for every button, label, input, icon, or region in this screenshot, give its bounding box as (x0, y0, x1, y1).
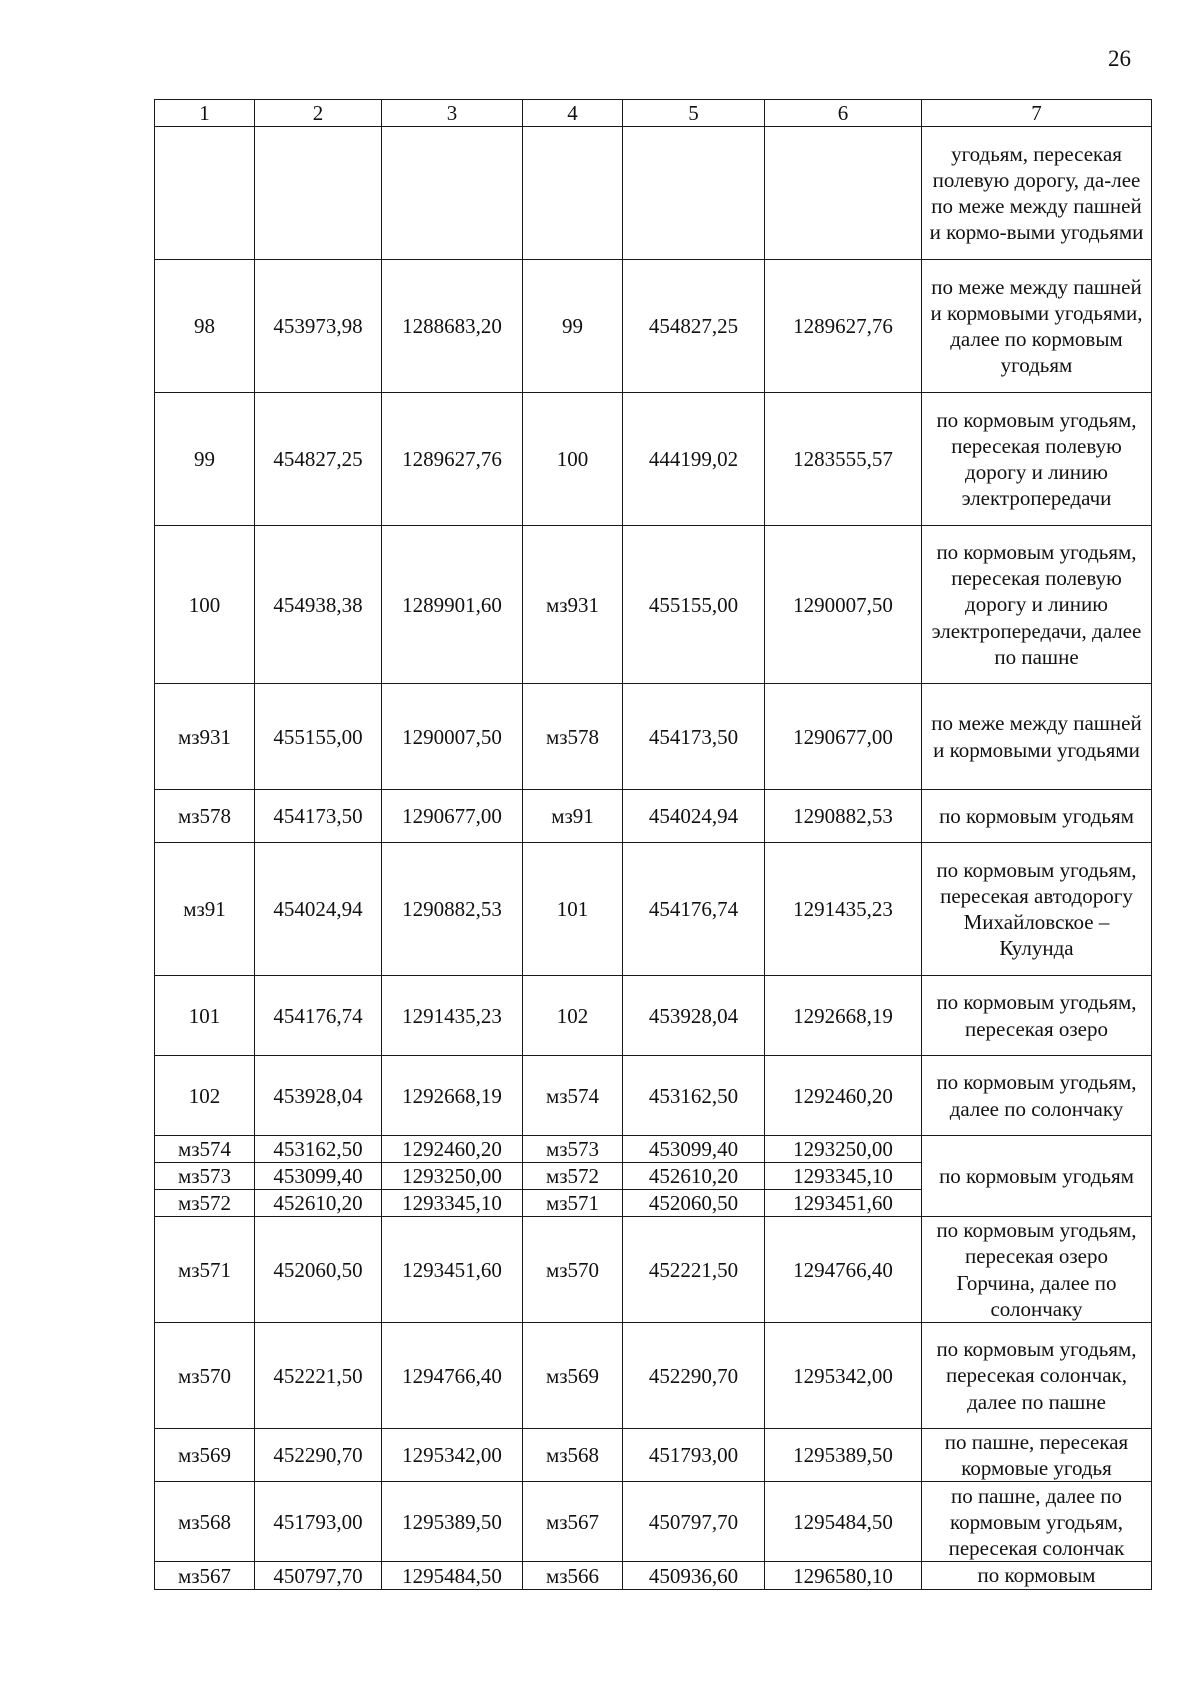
table-cell: мз573 (155, 1163, 255, 1190)
description-cell: по кормовым угодьям, далее по солончаку (922, 1056, 1152, 1136)
table-cell: 452610,20 (623, 1163, 765, 1190)
table-cell: 1292460,20 (382, 1136, 523, 1163)
table-cell: 1292668,19 (382, 1056, 523, 1136)
table-cell: 453162,50 (255, 1136, 382, 1163)
description-cell: по кормовым угодьям, пересекая автодорогу Михайловское – Кулунда (922, 843, 1152, 976)
table-cell: 452290,70 (623, 1323, 765, 1429)
table-cell: мз569 (155, 1429, 255, 1482)
table-cell: 1295484,50 (382, 1562, 523, 1589)
table-row (155, 976, 1152, 1056)
table-cell: 1290007,50 (382, 684, 523, 790)
header-row (155, 100, 1152, 127)
table-cell: 1290882,53 (382, 843, 523, 976)
table-row (155, 526, 1152, 684)
table-cell: 100 (523, 393, 623, 526)
description-cell: по кормовым угодьям, пересекая озеро (922, 976, 1152, 1056)
table-row (155, 684, 1152, 790)
table-cell: 1291435,23 (382, 976, 523, 1056)
table-cell: 454176,74 (255, 976, 382, 1056)
table-cell: 102 (523, 976, 623, 1056)
table-cell: 1293250,00 (382, 1163, 523, 1190)
table-cell: мз571 (155, 1217, 255, 1323)
table-cell: 454024,94 (255, 843, 382, 976)
table-cell: 1292460,20 (765, 1056, 922, 1136)
table-cell: 100 (155, 526, 255, 684)
description-cell: по кормовым угодьям (922, 790, 1152, 843)
table-cell: мз91 (155, 843, 255, 976)
table-cell: мз568 (155, 1482, 255, 1562)
table-cell: 1290677,00 (765, 684, 922, 790)
table-cell: 444199,02 (623, 393, 765, 526)
table-cell: 1291435,23 (765, 843, 922, 976)
table-cell: мз566 (523, 1562, 623, 1589)
table-cell: 452060,50 (623, 1190, 765, 1217)
table-cell (523, 127, 623, 260)
table-cell: мз931 (523, 526, 623, 684)
table-cell: 1294766,40 (765, 1217, 922, 1323)
table-cell (255, 127, 382, 260)
table-cell: 1293451,60 (382, 1217, 523, 1323)
table-cell: 1290677,00 (382, 790, 523, 843)
table-cell: 454024,94 (623, 790, 765, 843)
column-header: 3 (382, 100, 523, 127)
table-cell: 453973,98 (255, 260, 382, 393)
table-cell: 452290,70 (255, 1429, 382, 1482)
description-cell: по кормовым угодьям, пересекая озеро Горчина, далее по солончаку (922, 1217, 1152, 1323)
table-cell: 454176,74 (623, 843, 765, 976)
table-cell (765, 127, 922, 260)
table-row (155, 790, 1152, 843)
table-cell: 1290882,53 (765, 790, 922, 843)
table-cell: 454827,25 (623, 260, 765, 393)
table-row (155, 260, 1152, 393)
merged-description-cell: по кормовым угодьям (922, 1136, 1152, 1217)
table-cell: 452060,50 (255, 1217, 382, 1323)
table-cell: 454173,50 (623, 684, 765, 790)
table-row (155, 1136, 1152, 1163)
table-cell: 1295389,50 (765, 1429, 922, 1482)
table-row (155, 1562, 1152, 1589)
column-header: 1 (155, 100, 255, 127)
table-cell: мз931 (155, 684, 255, 790)
table-cell: 452610,20 (255, 1190, 382, 1217)
column-header: 4 (523, 100, 623, 127)
table-cell: 453162,50 (623, 1056, 765, 1136)
table-cell: 454938,38 (255, 526, 382, 684)
table-cell: 101 (523, 843, 623, 976)
table-cell: мз574 (155, 1136, 255, 1163)
description-cell: по кормовым угодьям, пересекая полевую дорогу и линию электропередачи, далее по пашне (922, 526, 1152, 684)
description-cell: по меже между пашней и кормовыми угодьями, далее по кормовым угодьям (922, 260, 1152, 393)
table-row (155, 1056, 1152, 1136)
table-cell: 98 (155, 260, 255, 393)
table-cell: 1292668,19 (765, 976, 922, 1056)
table-row (155, 1482, 1152, 1562)
table-cell: 1295342,00 (382, 1429, 523, 1482)
table-cell: 453099,40 (623, 1136, 765, 1163)
table-cell: 1283555,57 (765, 393, 922, 526)
table-cell: мз570 (155, 1323, 255, 1429)
table-cell: 1295342,00 (765, 1323, 922, 1429)
boundary-coordinates-table (154, 99, 1152, 1590)
table-cell: мз568 (523, 1429, 623, 1482)
description-cell: по кормовым (922, 1562, 1152, 1589)
table-cell: мз572 (155, 1190, 255, 1217)
table-row (155, 1429, 1152, 1482)
table-cell: мз573 (523, 1136, 623, 1163)
table-cell: 99 (523, 260, 623, 393)
table-cell: 1293250,00 (765, 1136, 922, 1163)
column-header: 7 (922, 100, 1152, 127)
table-cell: мз574 (523, 1056, 623, 1136)
table-cell: 1293345,10 (765, 1163, 922, 1190)
table-cell: 101 (155, 976, 255, 1056)
table-cell: 1295389,50 (382, 1482, 523, 1562)
table-cell: 1295484,50 (765, 1482, 922, 1562)
table-cell: 453099,40 (255, 1163, 382, 1190)
page-number: 26 (1108, 46, 1131, 71)
description-cell: по кормовым угодьям, пересекая солончак, далее по пашне (922, 1323, 1152, 1429)
table-row (155, 843, 1152, 976)
table-cell: 455155,00 (623, 526, 765, 684)
table-row (155, 1323, 1152, 1429)
table-cell: 1289627,76 (382, 393, 523, 526)
table-cell: 455155,00 (255, 684, 382, 790)
table-cell: мз571 (523, 1190, 623, 1217)
table-cell: 1294766,40 (382, 1323, 523, 1429)
table-cell: мз567 (155, 1562, 255, 1589)
table-row (155, 1217, 1152, 1323)
table-cell: 450797,70 (623, 1482, 765, 1562)
table-cell (623, 127, 765, 260)
table-cell: 102 (155, 1056, 255, 1136)
table-cell: 453928,04 (623, 976, 765, 1056)
column-header: 5 (623, 100, 765, 127)
table-cell (155, 127, 255, 260)
table-cell: 454173,50 (255, 790, 382, 843)
table-cell: 1296580,10 (765, 1562, 922, 1589)
table-cell: 451793,00 (623, 1429, 765, 1482)
table-cell: 1293345,10 (382, 1190, 523, 1217)
table-cell: мз91 (523, 790, 623, 843)
table-cell: мз578 (523, 684, 623, 790)
table-cell: мз567 (523, 1482, 623, 1562)
table-cell: 450797,70 (255, 1562, 382, 1589)
table-row (155, 127, 1152, 260)
description-cell: по пашне, пересекая кормовые угодья (922, 1429, 1152, 1482)
table-cell: 1293451,60 (765, 1190, 922, 1217)
description-cell: по кормовым угодьям, пересекая полевую дорогу и линию электропередачи (922, 393, 1152, 526)
table-cell: 1290007,50 (765, 526, 922, 684)
table-cell: 452221,50 (623, 1217, 765, 1323)
description-cell: по пашне, далее по кормовым угодьям, пересекая солончак (922, 1482, 1152, 1562)
column-header: 2 (255, 100, 382, 127)
table-cell: 1288683,20 (382, 260, 523, 393)
table-row (155, 393, 1152, 526)
description-cell: угодьям, пересекая полевую дорогу, да-лее по меже между пашней и кормо-выми угодьями (922, 127, 1152, 260)
table-cell: мз578 (155, 790, 255, 843)
table-cell: 1289627,76 (765, 260, 922, 393)
description-cell: по меже между пашней и кормовыми угодьями (922, 684, 1152, 790)
table-cell: 450936,60 (623, 1562, 765, 1589)
table-cell: 1289901,60 (382, 526, 523, 684)
table-cell: мз570 (523, 1217, 623, 1323)
table-cell: мз572 (523, 1163, 623, 1190)
table-cell: 451793,00 (255, 1482, 382, 1562)
table-cell: 452221,50 (255, 1323, 382, 1429)
table-cell (382, 127, 523, 260)
table-cell: мз569 (523, 1323, 623, 1429)
table-cell: 453928,04 (255, 1056, 382, 1136)
table-cell: 99 (155, 393, 255, 526)
column-header: 6 (765, 100, 922, 127)
table-cell: 454827,25 (255, 393, 382, 526)
